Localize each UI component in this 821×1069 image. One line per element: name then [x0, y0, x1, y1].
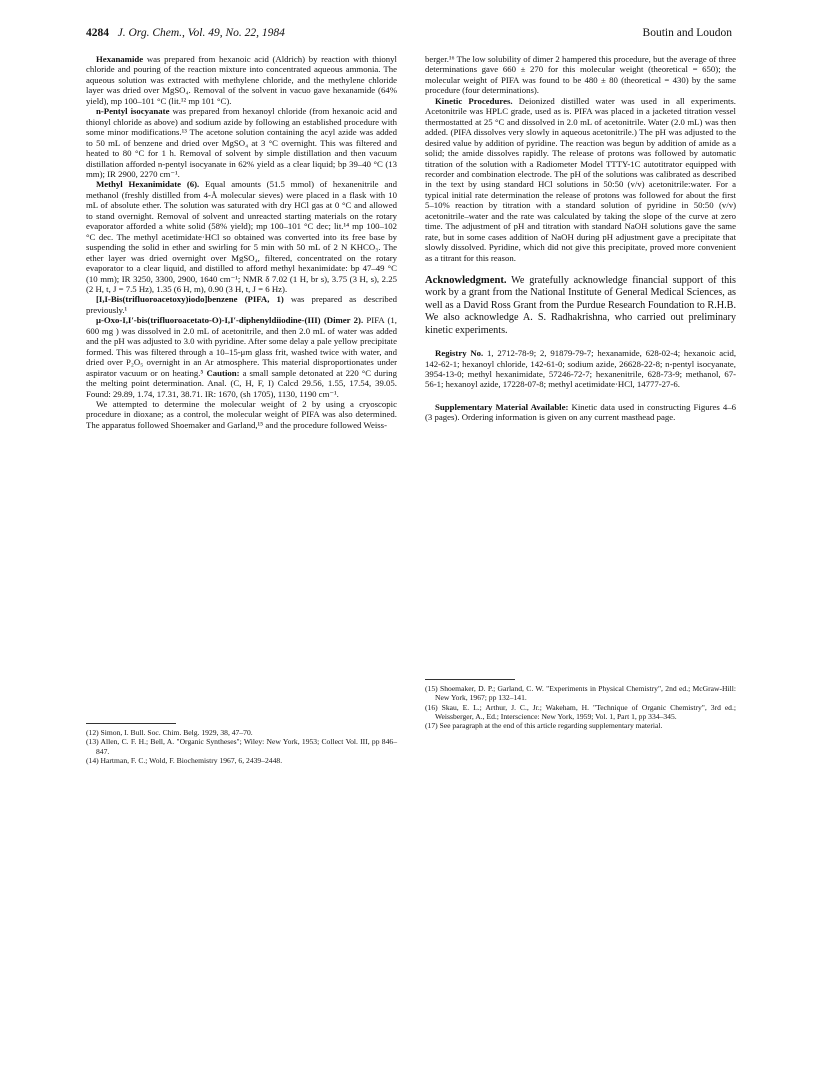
paragraph-kinetic-procedures: [425, 96, 736, 263]
heading-pentyl-isocyanate: n-Pentyl isocyanate: [96, 106, 170, 117]
footnote-17: (17) See paragraph at the end of this article regarding supplementary material.: [425, 721, 663, 731]
heading-caution: Caution:: [203, 367, 240, 378]
heading-dimer: μ-Oxo-I,I′-bis(trifluoroacetato-O)-I,I′-diphenyldiiodine-(III) (Dimer 2).: [96, 315, 364, 326]
header-left: [86, 27, 285, 39]
footnote-divider-right: [425, 679, 515, 680]
footnotes-right: [425, 684, 736, 730]
paragraph-supplementary: [425, 402, 736, 423]
heading-supplementary: Supplementary Material Available:: [435, 401, 569, 412]
heading-acknowledgment: Acknowledgment.: [425, 275, 507, 287]
footnote-divider-left: [86, 723, 176, 724]
footnote-14: (14) Hartman, F. C.; Wold, F. Biochemistry 1967, 6, 2439–2448.: [86, 755, 283, 765]
text-hexanamide: was prepared from hexanoic acid (Aldrich) by reaction with thionyl chloride and pouring of the reaction mixture into concentrated aqueous ammonia. The aqueous solution was extracted with methylene chloride, and the methylene chloride layer was dried over MgSO₄. Removal of the solvent in vacuo gave hexanamide (64% yield), mp 100–101 °C (lit.¹² mp 101 °C).: [86, 54, 397, 106]
text-methyl-hexanimidate: Equal amounts (51.5 mmol) of hexanenitrile and methanol (freshly distilled from 4-Å molecular sieves) were placed in a flask with 10 mL of absolute ether. The solution was saturated with dry HCl gas at 0 °C and allowed to stand overnight. Removal of solvent and unreacted starting materials on the rotary evaporator afforded a white solid (58% yield); mp 100–101 °C dec; lit.¹⁴ mp 100–102 °C dec. The methyl acetimidate·HCl so obtained was converted into its free base by suspending the solid in ether and swirling for 5 min with 50 mL of 2 N KHCO₃. The ether layer was dried overnight over MgSO₄, filtered, concentrated on the rotary evaporator to a clear liquid, and distilled to afford methyl hexanimidate: bp 47–49 °C (10 mm); IR 3250, 3300, 2900, 1640 cm⁻¹; NMR δ 7.02 (1 H, br s), 3.75 (3 H, s), 2.25 (2 H, t, J = 7.5 Hz), 1.35 (6 H, m), 0.90 (3 H, t, J = 6 Hz).: [86, 179, 397, 294]
volume-issue: Vol. 49, No. 22, 1984: [187, 27, 285, 39]
footnote-16: (16) Skau, E. L.; Arthur, J. C., Jr.; Wakeham, H. "Technique of Organic Chemistry", 3rd ed.; Weissberger, A., Ed.; Interscience: New York, 1959; Vol. 1, Part 1, pp 334–345.: [425, 702, 736, 721]
heading-kinetic-procedures: Kinetic Procedures.: [435, 95, 513, 106]
text-acknowledgment: We gratefully acknowledge financial support of this work by a grant from the National Institute of General Medical Sciences, as well as a David Ross Grant from the Purdue Research Foundation to R.H.B. We also acknowledge A. S. Radhakrishna, who carried out preliminary kinetic experiments.: [425, 275, 736, 336]
footnote-15: (15) Shoemaker, D. P.; Garland, C. W. "Experiments in Physical Chemistry", 2nd ed.; McGraw-Hill: New York, 1967; pp 132–141.: [425, 684, 736, 703]
footnotes-left: [86, 728, 397, 765]
right-column: [425, 54, 736, 423]
paragraph-pifa: [86, 294, 397, 315]
footnote-13: (13) Allen, C. F. H.; Bell, A. "Organic Syntheses"; Wiley: New York, 1953; Collect Vol. III, pp 846–847.: [86, 737, 397, 756]
paragraph-dimer: [86, 315, 397, 399]
text-pifa: was prepared as described previously.¹: [86, 294, 398, 315]
text-supplementary: Kinetic data used in constructing Figures 4–6 (3 pages). Ordering information is given on any current masthead page.: [425, 401, 737, 423]
paragraph-acknowledgment: [425, 275, 736, 337]
heading-pifa: [I,I-Bis(trifluoroacetoxy)iodo]benzene (PIFA, 1): [96, 294, 284, 305]
heading-hexanamide: Hexanamide: [96, 54, 144, 64]
text-dimer: PIFA (1, 600 mg ) was dissolved in 2.0 mL of acetonitrile, and then 2.0 mL of water was added and the pH was adjusted to 3.0 with pyridine. After some delay a pale yellow precipitate formed. This was filtered through a 10–15-μm glass frit, washed twice with water, and dried over P₂O₅ overnight in an Ar atmosphere. This material disproportionates under aspirator vacuum or on heating.⁵: [86, 315, 397, 378]
heading-registry: Registry No.: [435, 348, 484, 359]
paragraph-molecular-weight: We attempted to determine the molecular weight of 2 by using a cryoscopic procedure in dioxane; as a control, the molecular weight of PIFA was also determined. The apparatus followed Shoemaker and Garland,¹⁵ and the procedure followed Weiss-: [86, 398, 397, 430]
text-caution: a small sample detonated at 220 °C during the melting point determination. Anal. (C, H, F, I) Calcd 29.56, 1.55, 17.54, 39.05. Found: 29.89, 1.74, 17.31, 38.71. IR: 1670, (sh 1705), 1130, 1190 cm⁻¹.: [86, 367, 398, 399]
paragraph-methyl-hexanimidate: [86, 179, 397, 294]
page-number: 4284: [86, 27, 109, 39]
paragraph-pentyl-isocyanate: [86, 106, 397, 179]
text-pentyl-isocyanate: was prepared from hexanoyl chloride (from hexanoic acid and thionyl chloride as above) and sodium azide by following an established procedure with some minor modifications.¹³ The acetone solution containing the acyl azide was added to 50 mL of benzene and dried over MgSO₄ at 3 °C overnight. This was filtered and heated to 80 °C for 1 h. Removal of solvent by simple distillation and then vacuum distillation afforded n-pentyl isocyanate in 62% yield as a clear liquid; bp 39–40 °C (13 mm); IR 2900, 2270 cm⁻¹.: [86, 106, 397, 179]
text-kinetic-procedures: Deionized distilled water was used in all experiments. Acetonitrile was HPLC grade, used as is. PIFA was placed in a jacketed titration vessel thermostatted at 25 °C and dissolved in 2.0 mL of acetonitrile. Water (2.0 mL) was then added. (PIFA dissolves very slowly in aqueous acetonitrile.) The pH was adjusted to the desired value by addition of pyridine. The reaction was begun by addition of amide as a solid; the amide dissolves rapidly. The release of protons was followed by automatic titration of the solution with a Radiometer Model TTTY-1C autotitrator equipped with recorder and combination electrode. The pH of the solutions was calibrated as described in the text by using standard HCl solutions in 50:50 (v/v) acetonitrile:water. For a typical initial rate determination the release of protons was followed for about the first 5–10% reaction by titration with a standard solution of pyridine in 50:50 (v/v) acetonitrile–water and the rate was calculated by taking the slope of the curve at zero time. The adjustment of pH and titration with standard NaOH solutions gave the same rate, but in some cases addition of NaOH during pH adjustment gave a precipitate that slowly dissolved. Pyridine, which did not give this precipitate, proved more convenient as a titrant for this reason.: [425, 95, 736, 263]
journal-name: J. Org. Chem.,: [117, 27, 185, 39]
paragraph-registry: [425, 348, 736, 390]
paragraph-continuation: berger.¹⁶ The low solubility of dimer 2 hampered this procedure, but the average of three determinations gave 660 ± 270 for this molecular weight (theoretical = 650); the molecular weight of PIFA was found to be 480 ± 80 (theoretical = 430) by the same procedure (four determinations).: [425, 54, 736, 96]
paragraph-hexanamide: [86, 54, 397, 106]
page-header: [86, 27, 732, 43]
left-column: [86, 54, 397, 430]
footnote-12: (12) Simon, I. Bull. Soc. Chim. Belg. 1929, 38, 47–70.: [86, 728, 253, 737]
text-registry: 1, 2712-78-9; 2, 91879-79-7; hexanamide, 628-02-4; hexanoic acid, 142-62-1; hexanoyl chloride, 142-61-0; sodium azide, 26628-22-8; n-pentyl isocyanate, 3954-13-0; methyl hexanimidate, 57246-72-7; hexanenitrile, 628-73-9; methanol, 67-56-1; hexanoyl azide, 17228-07-8; methyl acetimidate·HCl, 14777-27-6.: [425, 348, 737, 390]
running-authors: Boutin and Loudon: [642, 27, 732, 39]
heading-methyl-hexanimidate: Methyl Hexanimidate (6).: [96, 179, 200, 190]
